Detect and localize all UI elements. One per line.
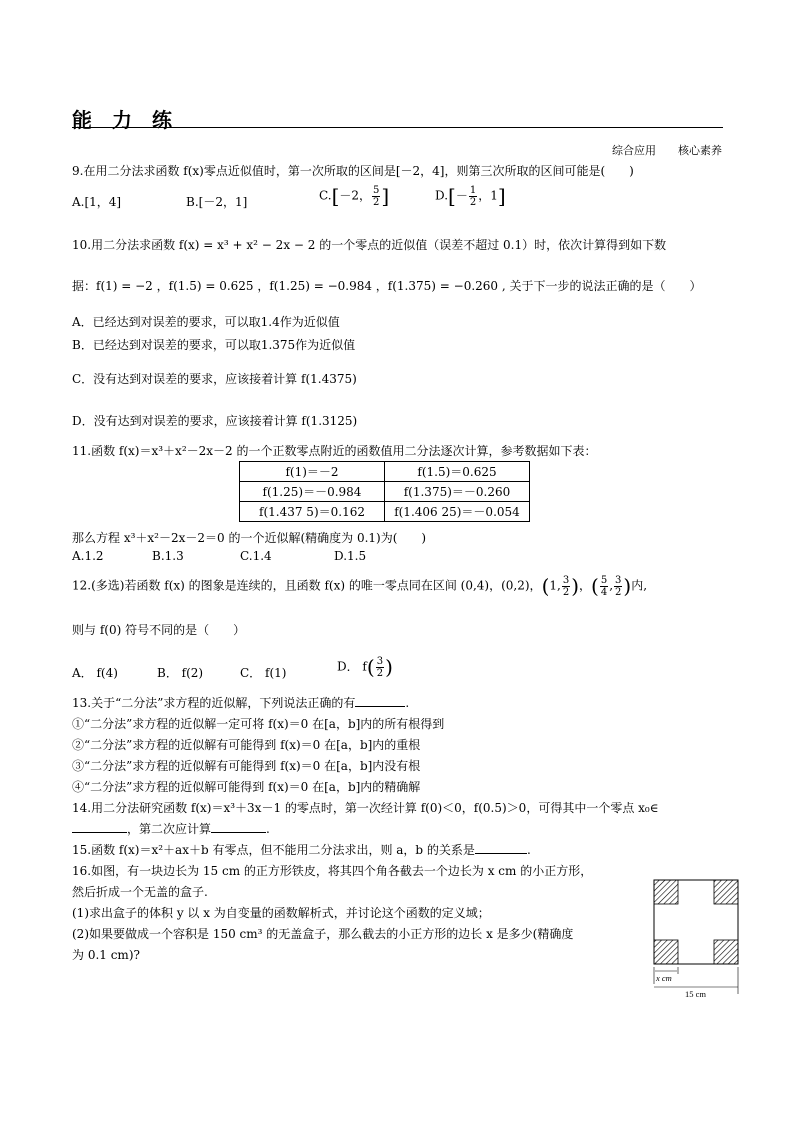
q11-option-b: B.1.3	[152, 549, 184, 563]
q12-option-c: C． f(1)	[240, 666, 287, 680]
cut-corner-bottom-right	[714, 940, 738, 964]
q12-d-numerator: 3	[376, 655, 384, 667]
q12-int4-numerator1: 5	[600, 574, 608, 586]
table-row	[240, 462, 530, 482]
q14-answer-blank-2[interactable]	[211, 822, 266, 833]
table-cell: f(1)＝－2	[240, 462, 385, 482]
q11-option-c: C.1.4	[240, 549, 272, 563]
q9-option-d-right: ，1	[478, 188, 498, 203]
q10-line2: 据：f(1) = −2 ，f(1.5) = 0.625 ，f(1.25) = −0.984 ，f(1.375) = −0.260 , 关于下一步的说法正确的是（ ）	[72, 279, 702, 293]
q12-line1: 12.(多选)若函数 f(x) 的图象是连续的，且函数 f(x) 的唯一零点同在区间 (0,4)，(0,2)，(1, $\frac{3}{2}$ )，( $\frac{5}{4}$ , $\frac{3}{2}$ )内,	[72, 574, 648, 598]
x-dimension-label: x cm	[656, 973, 672, 983]
side-dimension-label: 15 cm	[685, 989, 707, 999]
q12-option-a: A． f(4)	[72, 666, 118, 680]
q9-c-numerator: 5	[373, 184, 380, 196]
section-tags: 综合应用 核心素养	[612, 144, 722, 157]
q10-option-d: D．没有达到对误差的要求，应该接着计算 f(1.3125)	[72, 414, 358, 428]
q11-option-d: D.1.5	[334, 549, 367, 563]
q9-c-denominator: 2	[373, 196, 380, 208]
q15-stem	[72, 841, 531, 858]
q12-line1-end: 内,	[631, 578, 648, 593]
q14-line1: 14.用二分法研究函数 f(x)＝x³＋3x－1 的零点时，第一次经计算 f(0)＜0，f(0.5)＞0，可得其中一个零点 x₀∈	[72, 801, 659, 815]
q10-line1: 10.用二分法求函数 f(x) = x³ + x² − 2x − 2 的一个零点的近似值（误差不超过 0.1）时，依次计算得到如下数	[72, 238, 667, 252]
q13-statement-2: ②“二分法”求方程的近似解有可能得到 f(x)＝0 在[a，b]内的重根	[72, 738, 421, 752]
q9-option-d: D.[－ $\frac{1}{2}$ ，1]	[435, 184, 506, 208]
q11-after: 那么方程 x³＋x²－2x－2＝0 的一个近似解(精确度为 0.1)为( )	[72, 531, 427, 545]
cut-corner-top-left	[654, 880, 678, 904]
cut-corner-top-right	[714, 880, 738, 904]
q10-option-b: B．已经达到对误差的要求，可以取1.375作为近似值	[72, 338, 356, 352]
q11-option-a: A.1.2	[72, 549, 104, 563]
q12-d-denominator: 2	[376, 667, 384, 679]
q11-stem: 11.函数 f(x)＝x³＋x²－2x－2 的一个正数零点附近的函数值用二分法逐次计算，参考数据如下表：	[72, 444, 597, 458]
q13-statement-3: ③“二分法”求方程的近似解有可能得到 f(x)＝0 在[a，b]内没有根	[72, 759, 421, 773]
table-cell: f(1.375)＝－0.260	[385, 482, 530, 502]
table-cell: f(1.437 5)＝0.162	[240, 502, 385, 522]
q12-interval3-left: 1,	[549, 578, 561, 593]
table-row	[240, 502, 530, 522]
q12-option-d: D． f( $\frac{3}{2}$ )	[337, 655, 393, 679]
table-cell: f(1.406 25)＝－0.054	[385, 502, 530, 522]
q12-int3-denominator: 2	[562, 586, 570, 598]
q12-int4-denominator1: 4	[600, 586, 608, 598]
table-cell: f(1.25)＝－0.984	[240, 482, 385, 502]
q15-answer-blank[interactable]	[475, 843, 527, 854]
q16-line1: 16.如图，有一块边长为 15 cm 的正方形铁皮，将其四个角各截去一个边长为 x cm 的小正方形，	[72, 864, 593, 878]
section-heading: 能 力 练	[72, 108, 172, 132]
q14-line2-mid: ，第二次应计算	[127, 822, 212, 836]
q14-answer-blank-1[interactable]	[72, 822, 127, 833]
q13-statement-1: ①“二分法”求方程的近似解一定可将 f(x)＝0 在[a，b]内的所有根得到	[72, 717, 445, 731]
cut-corner-bottom-left	[654, 940, 678, 964]
q10-option-a: A．已经达到对误差的要求，可以取1.4作为近似值	[72, 315, 340, 329]
q13-stem-text: 13.关于“二分法”求方程的近似解，下列说法正确的有	[72, 696, 356, 710]
q13-statement-4: ④“二分法”求方程的近似解可能得到 f(x)＝0 在[a，b]内的精确解	[72, 780, 421, 794]
q16-line5: 为 0.1 cm)?	[72, 948, 140, 962]
q9-stem: 9.在用二分法求函数 f(x)零点近似值时，第一次所取的区间是[－2，4]，则第三次所取的区间可能是( )	[72, 164, 634, 178]
table-row	[240, 482, 530, 502]
heading-rule	[72, 127, 723, 128]
q9-option-a: A.[1，4]	[72, 195, 122, 209]
q15-stem-text: 15.函数 f(x)＝x²＋ax＋b 有零点，但不能用二分法求出，则 a，b 的关系是	[72, 843, 475, 857]
q9-option-c-left: －2，	[339, 188, 372, 203]
q12-option-b: B． f(2)	[157, 666, 204, 680]
q16-line2: 然后折成一个无盖的盒子.	[72, 885, 208, 899]
q12-int3-numerator: 3	[562, 574, 570, 586]
q16-figure	[648, 874, 744, 1000]
q9-d-numerator: 1	[469, 184, 477, 196]
q9-option-c-prefix: C.	[319, 188, 332, 203]
q12-int4-denominator2: 2	[615, 586, 622, 598]
q9-option-d-prefix: D.	[435, 188, 449, 203]
q9-d-denominator: 2	[469, 196, 477, 208]
q9-option-d-left: －	[455, 188, 468, 203]
q14-line2-end: .	[266, 822, 270, 836]
q12-option-d-prefix: D． f	[337, 659, 367, 674]
table-cell: f(1.5)＝0.625	[385, 462, 530, 482]
q9-option-b: B.[－2，1]	[186, 195, 248, 209]
q11-reference-table	[239, 461, 530, 522]
q16-line3: (1)求出盒子的体积 y 以 x 为自变量的函数解析式，并讨论这个函数的定义域；	[72, 906, 490, 920]
q13-stem	[72, 694, 409, 711]
q13-stem-end: .	[405, 696, 410, 710]
q14-line2	[72, 820, 270, 837]
q15-stem-end: .	[526, 843, 531, 857]
q12-separator: ，	[579, 578, 592, 593]
q12-line2: 则与 f(0) 符号不同的是（ ）	[72, 623, 246, 637]
q16-line4: (2)如果要做成一个容积是 150 cm³ 的无盖盒子，那么截去的小正方形的边长 x 是多少(精确度	[72, 927, 574, 941]
q13-answer-blank[interactable]	[355, 696, 405, 707]
q12-int4-numerator2: 3	[615, 574, 622, 586]
q12-line1-text: 12.(多选)若函数 f(x) 的图象是连续的，且函数 f(x) 的唯一零点同在区间 (0,4)，(0,2)，	[72, 578, 542, 593]
q9-option-c: C.[－2， $\frac{5}{2}$ ]	[319, 184, 390, 208]
q10-option-c: C．没有达到对误差的要求，应该接着计算 f(1.4375)	[72, 372, 357, 386]
